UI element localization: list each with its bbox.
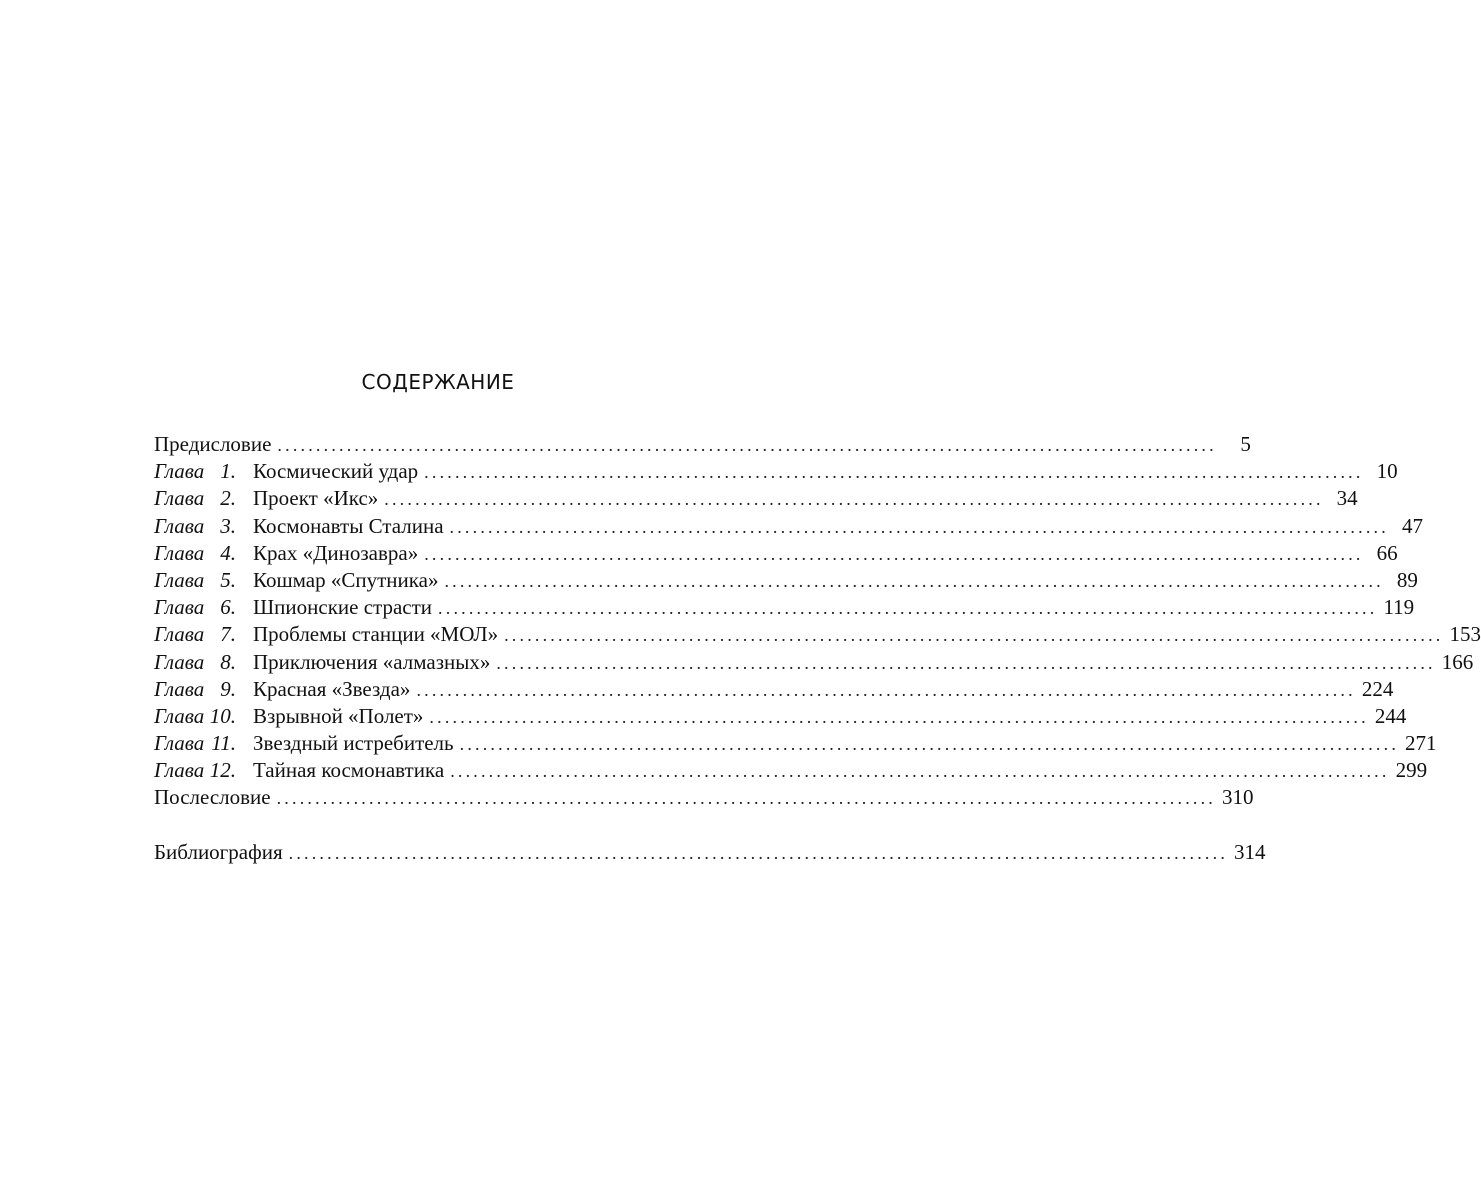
toc-title: СОДЕРЖАНИЕ: [361, 370, 515, 394]
page-number: 271: [1405, 731, 1437, 756]
toc-entry-chapter-10[interactable]: [154, 703, 1407, 730]
entry-title: Космический удар: [253, 459, 419, 484]
toc-entry-chapter-4[interactable]: [154, 540, 1398, 567]
toc-entry-preface[interactable]: [154, 431, 1251, 458]
dot-leader: ..........................................................................................................................: [384, 489, 1324, 510]
toc-entry-chapter-6[interactable]: [154, 594, 1415, 621]
toc-entry-chapter-1[interactable]: [154, 458, 1398, 485]
dot-leader: ..........................................................................................................................: [438, 598, 1378, 619]
entry-title: Взрывной «Полет»: [253, 703, 424, 728]
chapter-word: Глава: [154, 703, 205, 728]
entry-title: Крах «Динозавра»: [253, 540, 419, 565]
chapter-number: 10.: [209, 703, 236, 728]
page-number: 119: [1383, 595, 1415, 620]
chapter-number: 7.: [220, 622, 236, 647]
chapter-prefix: [154, 649, 253, 676]
chapter-prefix: [154, 730, 253, 757]
chapter-word: Глава: [154, 649, 205, 674]
dot-leader: ..........................................................................................................................: [450, 761, 1390, 782]
table-of-contents: [154, 431, 1481, 866]
chapter-word: Глава: [154, 513, 205, 538]
page-number: 66: [1376, 540, 1398, 565]
chapter-prefix: [154, 621, 253, 648]
chapter-number: 8.: [220, 649, 236, 674]
chapter-prefix: [154, 540, 253, 567]
entry-title: Звездный истребитель: [253, 731, 454, 756]
entry-title: Послесловие: [154, 785, 271, 810]
page-number: 153: [1449, 622, 1481, 647]
dot-leader: ..........................................................................................................................: [504, 625, 1444, 646]
chapter-word: Глава: [154, 758, 205, 783]
chapter-word: Глава: [154, 595, 205, 620]
page-number: 89: [1396, 567, 1418, 592]
dot-leader: ..........................................................................................................................: [424, 543, 1364, 564]
dot-leader: ..........................................................................................................................: [444, 570, 1384, 591]
chapter-word: Глава: [154, 731, 205, 756]
page-number: 224: [1361, 676, 1394, 701]
chapter-number: 4.: [220, 540, 236, 565]
dot-leader: ..........................................................................................................................: [416, 679, 1356, 700]
dot-leader: ..........................................................................................................................: [276, 788, 1217, 809]
entry-title: Проект «Икс»: [253, 486, 379, 511]
page-number: 10: [1376, 459, 1398, 484]
chapter-prefix: [154, 594, 253, 621]
entry-title: Тайная космонавтика: [253, 758, 445, 783]
page-number: 244: [1374, 703, 1407, 728]
chapter-word: Глава: [154, 567, 205, 592]
page-number: 166: [1441, 649, 1474, 674]
chapter-number: 6.: [220, 595, 236, 620]
chapter-number: 12.: [209, 758, 236, 783]
chapter-word: Глава: [154, 486, 205, 511]
toc-entry-chapter-7[interactable]: [154, 621, 1481, 648]
chapter-number: 3.: [220, 513, 236, 538]
toc-entry-chapter-5[interactable]: [154, 567, 1418, 594]
toc-entry-chapter-2[interactable]: [154, 485, 1358, 512]
entry-title: Космонавты Сталина: [253, 513, 444, 538]
entry-title: Красная «Звезда»: [253, 676, 411, 701]
dot-leader: ..........................................................................................................................: [449, 516, 1389, 537]
entry-title: Предисловие: [154, 432, 272, 456]
chapter-number: 5.: [220, 567, 236, 592]
chapter-word: Глава: [154, 459, 205, 484]
chapter-prefix: [154, 703, 253, 730]
chapter-number: 9.: [220, 676, 236, 701]
dot-leader: ..........................................................................................................................: [429, 706, 1369, 727]
dot-leader: ..........................................................................................................................: [277, 435, 1217, 455]
chapter-number: 2.: [220, 486, 236, 511]
chapter-prefix: [154, 757, 253, 784]
chapter-prefix: [154, 513, 253, 540]
toc-entry-chapter-8[interactable]: [154, 649, 1474, 676]
entry-title: Шпионские страсти: [253, 595, 433, 620]
entry-title: Приключения «алмазных»: [253, 649, 491, 674]
entry-title: Кошмар «Спутника»: [253, 567, 439, 592]
chapter-prefix: [154, 458, 253, 485]
chapter-word: Глава: [154, 622, 205, 647]
page-number: 314: [1234, 839, 1266, 864]
dot-leader: ..........................................................................................................................: [424, 462, 1364, 483]
chapter-prefix: [154, 676, 253, 703]
page-number: 310: [1222, 785, 1254, 810]
page-number: 5: [1240, 432, 1251, 456]
entry-title: Проблемы станции «МОЛ»: [253, 622, 499, 647]
toc-entry-chapter-9[interactable]: [154, 676, 1394, 703]
toc-entry-afterword[interactable]: [154, 784, 1254, 811]
dot-leader: ..........................................................................................................................: [459, 734, 1400, 755]
toc-entry-chapter-11[interactable]: [154, 730, 1437, 757]
page-number: 34: [1336, 486, 1358, 511]
page-number: 299: [1395, 758, 1428, 783]
chapter-number: 11.: [211, 731, 236, 756]
dot-leader: ..........................................................................................................................: [496, 652, 1436, 673]
toc-entry-bibliography[interactable]: [154, 839, 1266, 866]
chapter-number: 1.: [220, 459, 236, 484]
chapter-prefix: [154, 567, 253, 594]
entry-title: Библиография: [154, 839, 283, 864]
chapter-word: Глава: [154, 676, 205, 701]
toc-entry-chapter-12[interactable]: [154, 757, 1428, 784]
dot-leader: ..........................................................................................................................: [288, 842, 1229, 863]
toc-entry-chapter-3[interactable]: [154, 513, 1423, 540]
page-number: 47: [1401, 513, 1423, 538]
chapter-word: Глава: [154, 540, 205, 565]
chapter-prefix: [154, 485, 253, 512]
